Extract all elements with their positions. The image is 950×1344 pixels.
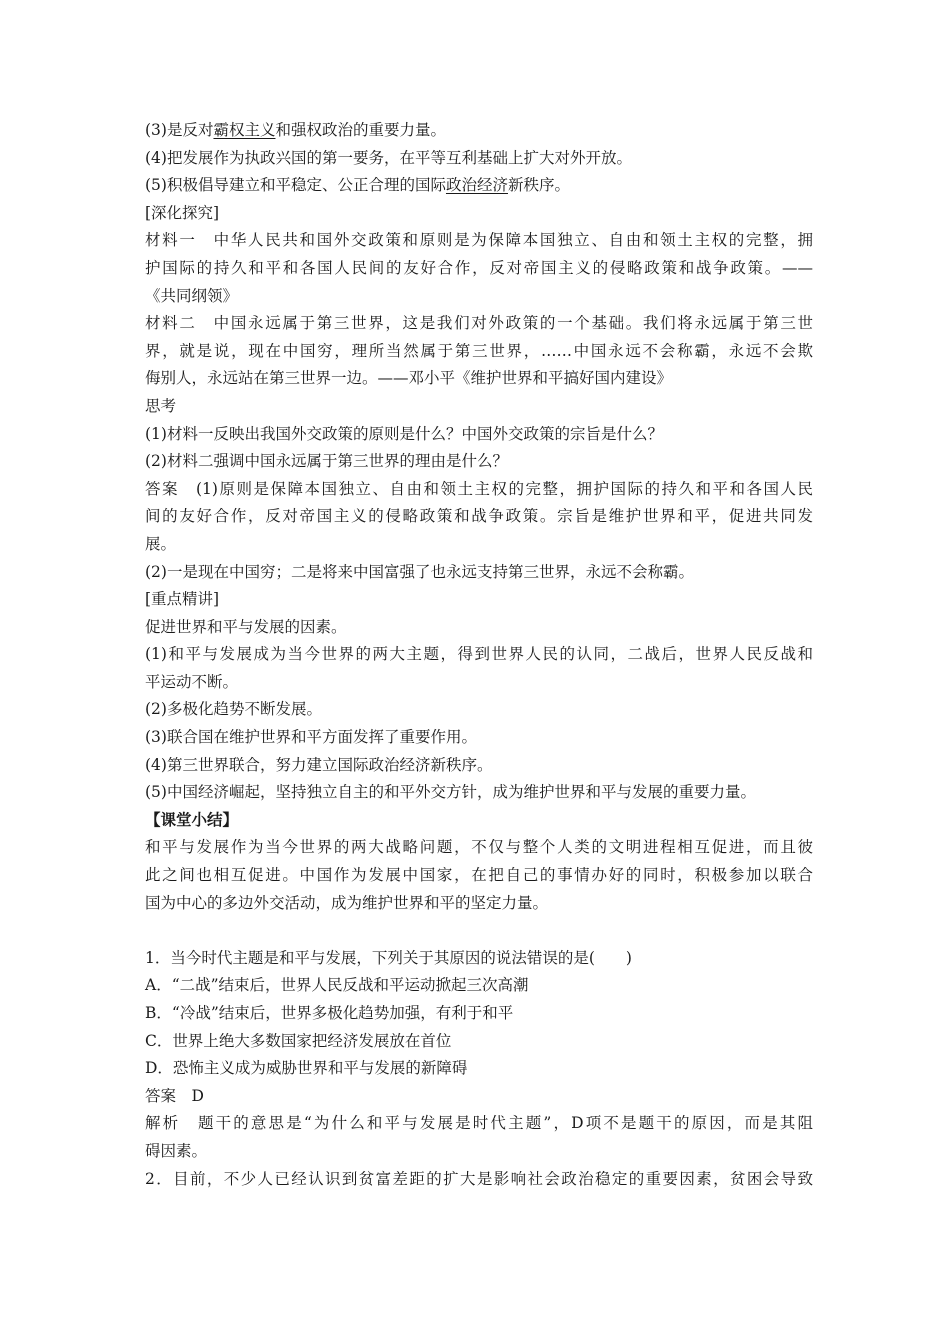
deep-explore-heading: [深化探究] <box>145 203 220 222</box>
answer-1-line-1: 答案 (1)原则是保障本国独立、自由和领土主权的完整，拥护国际的持久和平和各国人民 <box>145 479 813 498</box>
focus-heading: [重点精讲] <box>145 590 220 609</box>
focus-intro: 促进世界和平与发展的因素。 <box>145 617 347 636</box>
political-economic-link: 政治经济 <box>445 176 508 195</box>
focus-point-1-line-1: (1)和平与发展成为当今世界的两大主题，得到世界人民的认同，二战后，世界人民反战和 <box>145 645 813 664</box>
summary-heading: 【课堂小结】 <box>145 810 239 829</box>
document-page <box>145 117 813 1193</box>
option-b: B．“冷战”结束后，世界多极化趋势加强，有利于和平 <box>145 1004 514 1022</box>
material-2-line-1: 材料二 中国永远属于第三世界，这是我们对外政策的一个基础。我们将永远属于第三世 <box>145 314 813 333</box>
focus-point-4: (4)第三世界联合，努力建立国际政治经济新秩序。 <box>145 755 493 774</box>
summary-line-3: 国为中心的多边外交活动，成为维护世界和平的坚定力量。 <box>145 893 549 912</box>
item-5: (5)积极倡导建立和平稳定、公正合理的国际政治经济新秩序。 <box>145 176 570 195</box>
option-d: D．恐怖主义成为威胁世界和平与发展的新障碍 <box>145 1059 468 1078</box>
answer-1-line-2: 间的友好合作，反对帝国主义的侵略政策和战争政策。宗旨是维护世界和平，促进共同发 <box>145 507 813 526</box>
analysis-line-1: 解析 题干的意思是“为什么和平与发展是时代主题”，D项不是题干的原因，而是其阻 <box>145 1114 813 1133</box>
think-question-1: (1)材料一反映出我国外交政策的原则是什么？中国外交政策的宗旨是什么？ <box>145 424 663 443</box>
material-1-line-1: 材料一 中华人民共和国外交政策和原则是为保障本国独立、自由和领土主权的完整，拥 <box>145 231 813 250</box>
material-2-line-2: 界，就是说，现在中国穷，理所当然属于第三世界，……中国永远不会称霸，永远不会欺 <box>145 341 813 360</box>
option-a: A．“二战”结束后，世界人民反战和平运动掀起三次高潮 <box>145 976 529 995</box>
exercise-question-1: 1．当今时代主题是和平与发展，下列关于其原因的说法错误的是( ) <box>145 948 632 967</box>
focus-point-3: (3)联合国在维护世界和平方面发挥了重要作用。 <box>145 728 477 747</box>
hegemonism-link: 霸权主义 <box>213 121 276 139</box>
answer-1-line-3: 展。 <box>145 534 177 553</box>
exercise-answer: 答案 D <box>145 1086 204 1105</box>
material-1-line-3: 《共同纲领》 <box>145 286 239 305</box>
focus-point-1-line-2: 平运动不断。 <box>145 672 239 691</box>
material-2-line-3: 侮别人，永远站在第三世界一边。——邓小平《维护世界和平搞好国内建设》 <box>145 369 673 388</box>
spacer <box>145 917 813 945</box>
material-1-line-2: 护国际的持久和平和各国人民间的友好合作，反对帝国主义的侵略政策和战争政策。—— <box>145 258 813 277</box>
analysis-line-2: 碍因素。 <box>145 1141 208 1160</box>
think-question-2: (2)材料二强调中国永远属于第三世界的理由是什么？ <box>145 452 508 471</box>
option-c: C．世界上绝大多数国家把经济发展放在首位 <box>145 1031 452 1050</box>
summary-line-1: 和平与发展作为当今世界的两大战略问题，不仅与整个人类的文明进程相互促进，而且彼 <box>145 838 813 857</box>
think-label: 思考 <box>145 396 177 415</box>
summary-line-2: 此之间也相互促进。中国作为发展中国家，在把自己的事情办好的同时，积极参加以联合 <box>145 866 813 885</box>
item-3: (3)是反对霸权主义和强权政治的重要力量。 <box>145 121 446 139</box>
focus-point-2: (2)多极化趋势不断发展。 <box>145 700 322 719</box>
focus-point-5: (5)中国经济崛起，坚持独立自主的和平外交方针，成为维护世界和平与发展的重要力量。 <box>145 783 756 802</box>
exercise-question-2: 2．目前，不少人已经认识到贫富差距的扩大是影响社会政治稳定的重要因素，贫困会导致 <box>145 1169 813 1188</box>
item-4: (4)把发展作为执政兴国的第一要务，在平等互利基础上扩大对外开放。 <box>145 148 632 167</box>
answer-2: (2)一是现在中国穷；二是将来中国富强了也永远支持第三世界，永远不会称霸。 <box>145 562 694 581</box>
